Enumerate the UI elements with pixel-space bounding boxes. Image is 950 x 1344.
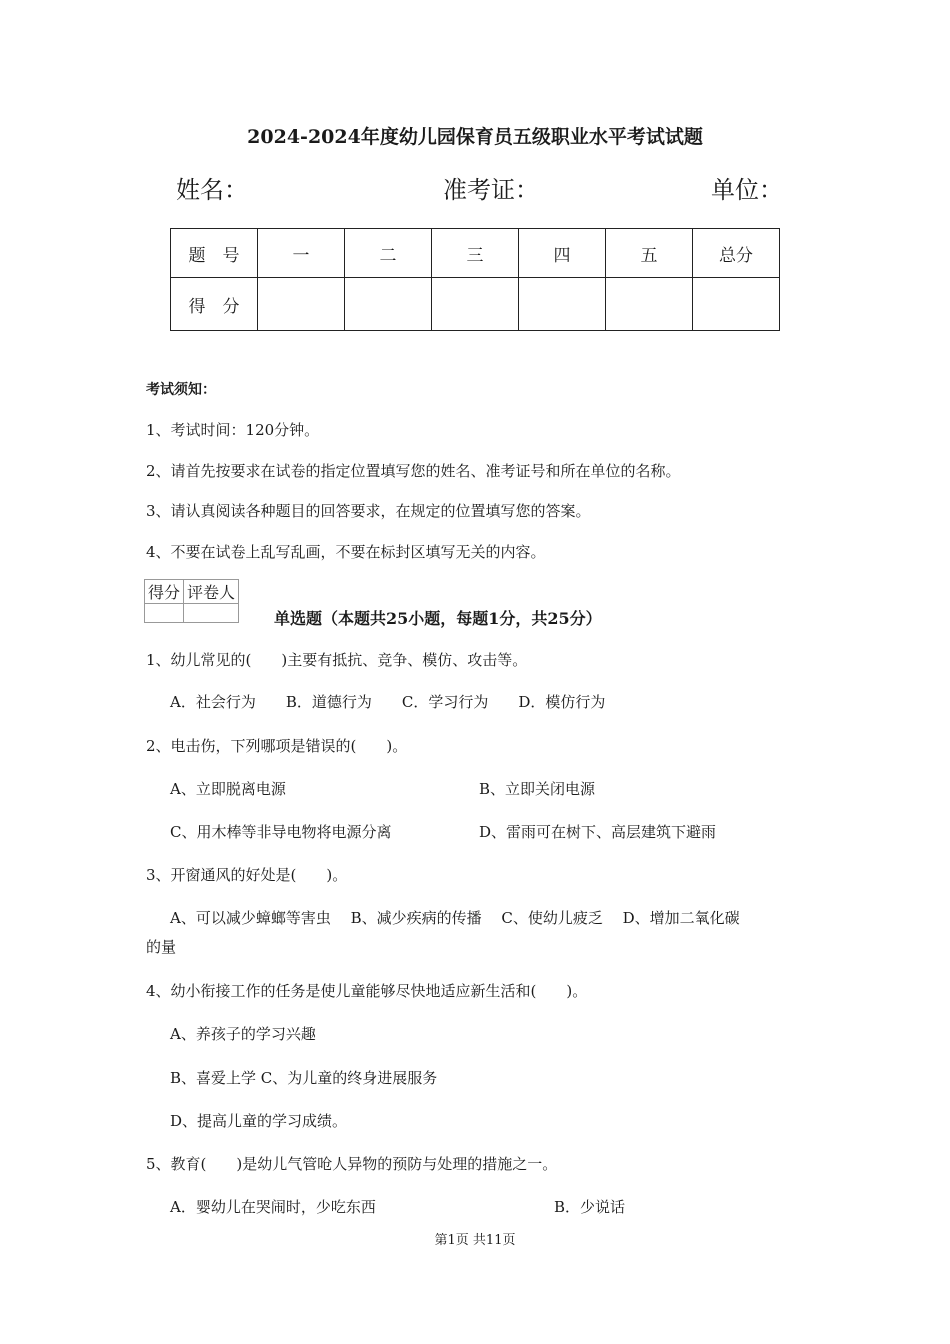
notice-item-4: 4、不要在试卷上乱写乱画，不要在标封区填写无关的内容。	[146, 543, 546, 561]
q5-stem: 5、教育( )是幼儿气管呛人异物的预防与处理的措施之一。	[146, 1155, 558, 1173]
grader-reviewer-cell	[184, 604, 239, 623]
page-title: 2024-2024年度幼儿园保育员五级职业水平考试试题	[247, 126, 703, 148]
name-field-label: 姓名：	[176, 176, 248, 204]
header-cell-total: 总分	[693, 229, 780, 278]
grader-score-cell	[145, 604, 184, 623]
q2-option-a: A、立即脱离电源	[170, 780, 286, 798]
score-table-header-row	[171, 229, 780, 278]
header-cell-5: 五	[606, 229, 693, 278]
score-cell-1	[258, 278, 345, 331]
q2-option-d: D、雷雨可在树下、高层建筑下避雨	[479, 823, 717, 841]
header-cell-2: 二	[345, 229, 432, 278]
score-cell-4	[519, 278, 606, 331]
header-cell-question-no: 题 号	[171, 229, 258, 278]
q5-option-a: A．婴幼儿在哭闹时，少吃东西	[170, 1198, 376, 1216]
q4-stem: 4、幼小衔接工作的任务是使儿童能够尽快地适应新生活和( )。	[146, 982, 588, 1000]
q1-options: A．社会行为 B．道德行为 C．学习行为 D．模仿行为	[170, 693, 606, 711]
header-cell-1: 一	[258, 229, 345, 278]
q4-option-bc: B、喜爱上学 C、为儿童的终身进展服务	[170, 1069, 438, 1087]
notice-item-2: 2、请首先按要求在试卷的指定位置填写您的姓名、准考证号和所在单位的名称。	[146, 462, 681, 480]
score-cell-2	[345, 278, 432, 331]
q1-stem: 1、幼儿常见的( )主要有抵抗、竞争、模仿、攻击等。	[146, 651, 528, 669]
score-table	[170, 228, 780, 331]
q4-option-a: A、养孩子的学习兴趣	[170, 1025, 316, 1043]
notice-title: 考试须知：	[146, 382, 216, 398]
score-cell-5	[606, 278, 693, 331]
score-table-score-row	[171, 278, 780, 331]
section-title: 单选题（本题共25小题，每题1分，共25分）	[274, 609, 602, 628]
q3-options-line1: A、可以减少蟑螂等害虫 B、减少疾病的传播 C、使幼儿疲乏 D、增加二氧化碳	[170, 909, 740, 927]
page-footer: 第1页 共11页	[434, 1233, 516, 1248]
grader-box	[144, 579, 239, 623]
q2-option-b: B、立即关闭电源	[479, 780, 596, 798]
header-cell-3: 三	[432, 229, 519, 278]
q3-stem: 3、开窗通风的好处是( )。	[146, 866, 348, 884]
q2-option-c: C、用木棒等非导电物将电源分离	[170, 823, 392, 841]
grader-reviewer-label: 评卷人	[184, 580, 239, 604]
q4-option-d: D、提高儿童的学习成绩。	[170, 1112, 348, 1130]
header-cell-4: 四	[519, 229, 606, 278]
notice-item-3: 3、请认真阅读各种题目的回答要求，在规定的位置填写您的答案。	[146, 502, 591, 520]
q2-stem: 2、电击伤，下列哪项是错误的( )。	[146, 737, 408, 755]
score-row-label: 得 分	[171, 278, 258, 331]
notice-item-1: 1、考试时间：120分钟。	[146, 421, 320, 439]
q3-options-line2: 的量	[146, 938, 177, 956]
score-cell-3	[432, 278, 519, 331]
q5-option-b: B．少说话	[554, 1198, 626, 1216]
grader-blank-row	[145, 604, 239, 623]
grader-header-row	[145, 580, 239, 604]
unit-field-label: 单位：	[711, 176, 783, 204]
grader-score-label: 得分	[145, 580, 184, 604]
exam-id-field-label: 准考证：	[443, 176, 539, 204]
score-cell-total	[693, 278, 780, 331]
